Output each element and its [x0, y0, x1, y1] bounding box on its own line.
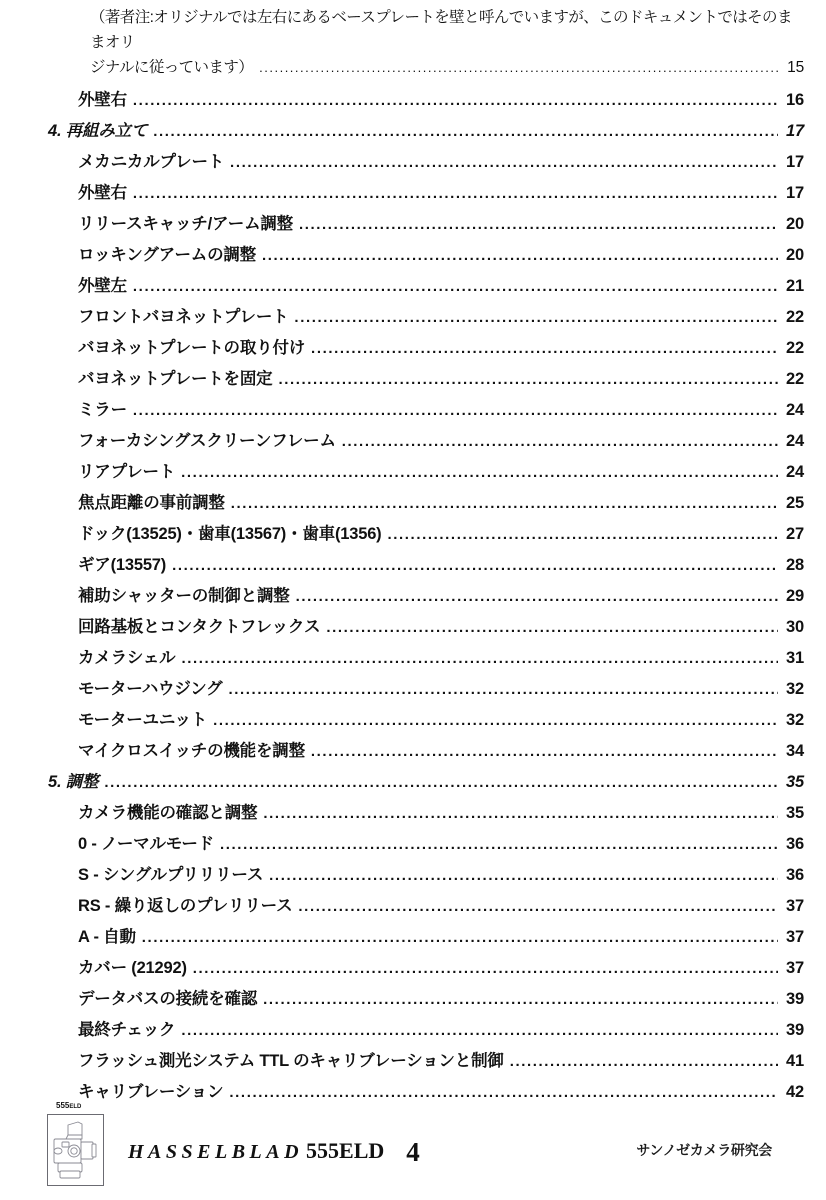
toc-entry[interactable]	[0, 737, 826, 768]
toc-dot-leader	[213, 713, 778, 730]
toc-page-number: 28	[786, 556, 804, 574]
toc-page-number: 39	[786, 1021, 804, 1039]
toc-entry[interactable]	[0, 86, 826, 117]
toc-entry[interactable]	[0, 861, 826, 892]
toc-entry[interactable]	[0, 892, 826, 923]
page-number: 4	[406, 1137, 420, 1167]
toc-dot-leader	[299, 217, 778, 234]
toc-page-number: 20	[786, 215, 804, 233]
toc-page-number: 22	[786, 339, 804, 357]
toc-page-number: 35	[786, 804, 804, 822]
toc-page-number: 32	[786, 711, 804, 729]
toc-entry-label: ギア(13557)	[78, 556, 167, 574]
toc-entry[interactable]	[0, 458, 826, 489]
toc-page-number: 22	[786, 370, 804, 388]
toc-entry-label: 5. 調整	[48, 773, 99, 791]
toc-entry[interactable]	[0, 830, 826, 861]
toc-entry[interactable]	[0, 799, 826, 830]
toc-dot-leader	[133, 93, 778, 110]
toc-dot-leader	[269, 868, 778, 885]
toc-page-number: 37	[786, 928, 804, 946]
toc-page-number: 20	[786, 246, 804, 264]
toc-dot-leader	[104, 775, 778, 792]
toc-dot-leader	[342, 434, 778, 451]
toc-page-number: 29	[786, 587, 804, 605]
toc-dot-leader	[298, 899, 778, 916]
toc-entry-label: マイクロスイッチの機能を調整	[78, 742, 305, 760]
toc-entry-label-continued: ジナルに従っています）	[90, 59, 254, 76]
toc-entry-label: カメラ機能の確認と調整	[78, 804, 258, 822]
toc-entry-label: 4. 再組み立て	[48, 122, 148, 140]
toc-entry-label: ミラー	[78, 401, 127, 419]
camera-caption-main: 555	[56, 1101, 70, 1110]
toc-dot-leader	[263, 806, 778, 823]
toc-entry-label: 最終チェック	[78, 1021, 176, 1039]
toc-entry[interactable]	[0, 644, 826, 675]
toc-entry-label: 回路基板とコンタクトフレックス	[78, 618, 321, 636]
toc-entry-label: ドック(13525)・歯車(13567)・歯車(1356)	[78, 525, 382, 543]
toc-dot-leader	[230, 155, 778, 172]
toc-dot-leader	[259, 61, 778, 77]
toc-entry[interactable]	[0, 365, 826, 396]
toc-entry-label: 外壁右	[78, 184, 127, 202]
toc-entry-label: キャリブレーション	[78, 1083, 224, 1101]
toc-dot-leader	[294, 310, 778, 327]
toc-dot-leader	[510, 1054, 778, 1071]
toc-entry-line	[90, 55, 804, 80]
toc-entry-label: メカニカルプレート	[78, 153, 225, 171]
toc-dot-leader	[181, 651, 778, 668]
toc-entry-label: モーターユニット	[78, 711, 208, 729]
toc-entry[interactable]	[0, 985, 826, 1016]
toc-entry[interactable]	[0, 117, 826, 148]
toc-entry[interactable]	[0, 954, 826, 985]
toc-entry-label: リリースキャッチ/アーム調整	[78, 215, 293, 233]
toc-dot-leader	[278, 372, 778, 389]
page-footer	[0, 1088, 826, 1200]
toc-page-number: 15	[787, 59, 804, 76]
toc-entry-label: RS - 繰り返しのプレリリース	[78, 897, 293, 915]
toc-dot-leader	[172, 558, 778, 575]
toc-entry-label: リアプレート	[78, 463, 176, 481]
toc-entry[interactable]	[0, 675, 826, 706]
toc-page-number: 42	[786, 1083, 804, 1101]
toc-entry-label: モーターハウジング	[78, 680, 223, 698]
toc-page-number: 27	[786, 525, 804, 543]
toc-entry[interactable]	[0, 210, 826, 241]
toc-page-number: 35	[786, 773, 804, 791]
toc-entry[interactable]	[0, 613, 826, 644]
toc-entry-label: フロントバヨネットプレート	[78, 308, 289, 326]
toc-page-number: 24	[786, 463, 804, 481]
toc-dot-leader	[263, 992, 778, 1009]
toc-page-number: 24	[786, 432, 804, 450]
toc-page-number: 39	[786, 990, 804, 1008]
toc-entry-label: フラッシュ測光システム TTL のキャリブレーションと制御	[78, 1052, 504, 1070]
toc-entry[interactable]	[0, 551, 826, 582]
publisher-name: サンノゼカメラ研究会	[636, 1142, 772, 1158]
toc-entry[interactable]	[0, 179, 826, 210]
toc-page-number: 41	[786, 1052, 804, 1070]
toc-page-number: 17	[786, 153, 804, 171]
toc-page-number: 31	[786, 649, 804, 667]
toc-dot-leader	[311, 341, 778, 358]
toc-entry[interactable]	[0, 520, 826, 551]
brand-model: 555ELD	[306, 1138, 385, 1163]
toc-dot-leader	[181, 465, 778, 482]
toc-dot-leader	[220, 837, 778, 854]
toc-entry-label: ロッキングアームの調整	[78, 246, 256, 264]
toc-entry[interactable]	[0, 5, 826, 80]
toc-entry-label: 外壁左	[78, 277, 127, 295]
toc-entry-label: S - シングルプリリリース	[78, 866, 264, 884]
toc-dot-leader	[133, 186, 778, 203]
toc-entry-label: A - 自動	[78, 928, 136, 946]
toc-entry-label: 0 - ノーマルモード	[78, 835, 214, 853]
toc-entry[interactable]	[0, 489, 826, 520]
toc-dot-leader	[181, 1023, 778, 1040]
toc-dot-leader	[387, 527, 778, 544]
toc-entry-label: 外壁右	[78, 91, 127, 109]
brand-name: HASSELBLAD	[128, 1141, 304, 1163]
toc-dot-leader	[133, 403, 778, 420]
toc-dot-leader	[142, 930, 778, 947]
toc-entry[interactable]	[0, 706, 826, 737]
toc-entry-label: （著者注:オリジナルでは左右にあるベースプレートを壁と呼んでいますが、このドキュメントではそのままオリ	[90, 9, 792, 51]
toc-entry-label: カバー (21292)	[78, 959, 187, 977]
toc-dot-leader	[296, 589, 778, 606]
toc-page-number: 25	[786, 494, 804, 512]
toc-entry[interactable]	[0, 396, 826, 427]
toc-entry-label: 補助シャッターの制御と調整	[78, 587, 290, 605]
toc-entry[interactable]	[0, 334, 826, 365]
toc-entry[interactable]	[0, 241, 826, 272]
toc-entry[interactable]	[0, 427, 826, 458]
toc-page-number: 16	[786, 91, 804, 109]
toc-page-number: 17	[786, 122, 804, 140]
toc-entry[interactable]	[0, 1047, 826, 1078]
toc-dot-leader	[228, 682, 778, 699]
toc-dot-leader	[262, 248, 778, 265]
toc-page-number: 32	[786, 680, 804, 698]
toc-dot-leader	[311, 744, 778, 761]
toc-entry[interactable]	[0, 923, 826, 954]
toc-entry-label: 焦点距離の事前調整	[78, 494, 225, 512]
toc-entry-label: データバスの接続を確認	[78, 990, 258, 1008]
toc-page-number: 36	[786, 835, 804, 853]
camera-thumbnail-caption	[56, 1101, 111, 1112]
toc-dot-leader	[153, 124, 778, 141]
toc-entry[interactable]	[0, 1016, 826, 1047]
toc-entry-label: カメラシェル	[78, 649, 176, 667]
toc-dot-leader	[133, 279, 778, 296]
toc-page-number: 17	[786, 184, 804, 202]
toc-entry-label: フォーカシングスクリーンフレーム	[78, 432, 336, 450]
toc-page-number: 36	[786, 866, 804, 884]
toc-page-number: 30	[786, 618, 804, 636]
toc-entry[interactable]	[0, 272, 826, 303]
toc-entry[interactable]	[0, 582, 826, 613]
toc-dot-leader	[231, 496, 778, 513]
toc-entry[interactable]	[0, 303, 826, 334]
toc-dot-leader	[326, 620, 778, 637]
toc-page-number: 24	[786, 401, 804, 419]
toc-page-number: 21	[786, 277, 804, 295]
toc-entry[interactable]	[0, 768, 826, 799]
toc-page-number: 37	[786, 897, 804, 915]
toc-dot-leader	[193, 961, 778, 978]
toc-entry-label: バヨネットプレートを固定	[78, 370, 273, 388]
toc-entry-label: バヨネットプレートの取り付け	[78, 339, 306, 357]
toc-page-number: 22	[786, 308, 804, 326]
camera-caption-sub: ELD	[69, 1104, 82, 1110]
toc-entry[interactable]	[0, 148, 826, 179]
toc-page-number: 37	[786, 959, 804, 977]
toc-page-number: 34	[786, 742, 804, 760]
